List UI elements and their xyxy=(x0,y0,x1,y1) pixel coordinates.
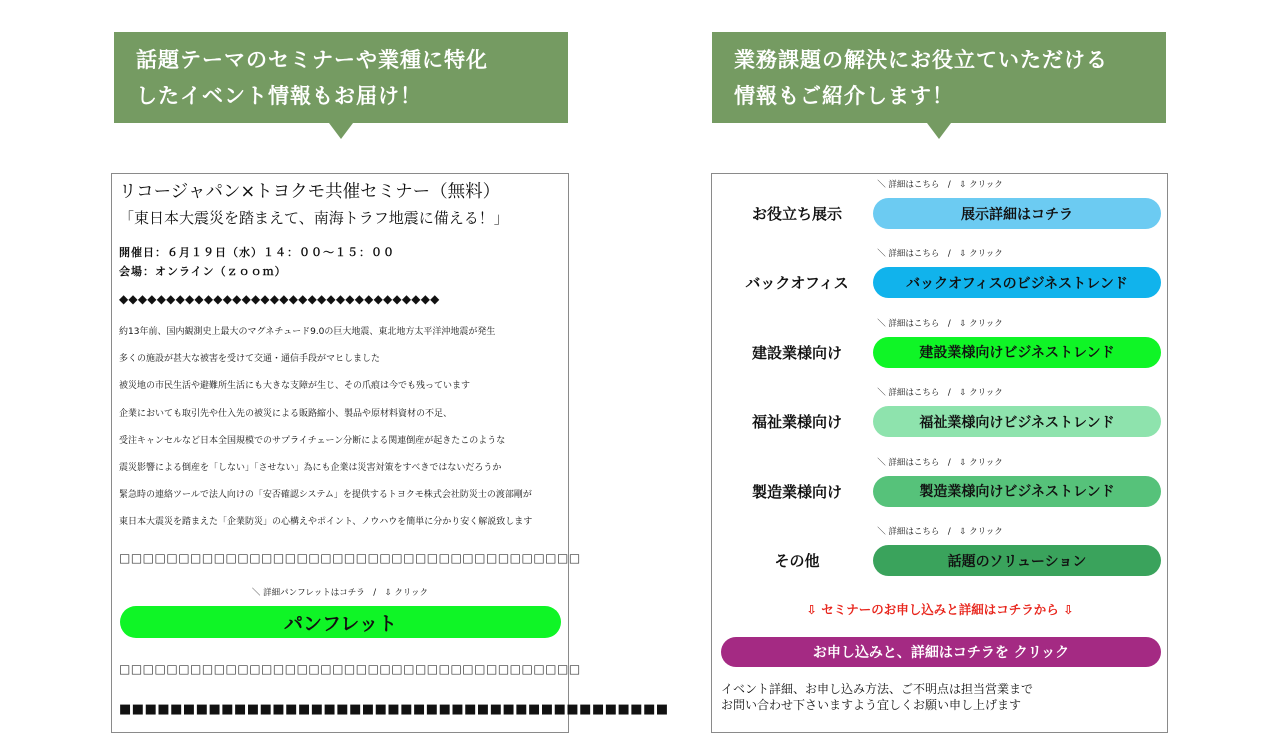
row-hint: ＼ 詳細はこちら / ⇩ クリック xyxy=(877,318,1003,329)
seminar-subtitle: 「東日本大震災を踏まえて、南海トラフ地震に備える！」 xyxy=(119,209,509,227)
seminar-title: リコージャパン×トヨクモ共催セミナー（無料） xyxy=(119,182,501,202)
description-line: 被災地の市民生活や避難所生活にも大きな支障が生じ、その爪痕は今でも残っています xyxy=(119,381,471,392)
callout-line-2: 情報もご紹介します！ xyxy=(734,84,954,108)
block-divider: ■■■■■■■■■■■■■■■■■■■■■■■■■■■■■■■■■■■■■■■■■■■ xyxy=(119,702,669,717)
seminar-apply-note: ⇩ セミナーのお申し込みと詳細はコチラから ⇩ xyxy=(806,602,1074,617)
seminar-panel xyxy=(111,173,669,733)
callout-line-2: したイベント情報もお届け！ xyxy=(136,84,422,108)
row-button[interactable]: 福祉業様向けビジネストレンド xyxy=(873,406,1161,437)
diamond-divider: ◆◆◆◆◆◆◆◆◆◆◆◆◆◆◆◆◆◆◆◆◆◆◆◆◆◆◆◆◆◆◆◆◆◆ xyxy=(119,292,440,306)
row-label: 製造業様向け xyxy=(751,482,842,501)
row-button[interactable]: 建設業様向けビジネストレンド xyxy=(873,337,1161,368)
row-label: バックオフィス xyxy=(745,274,849,293)
row-button[interactable]: バックオフィスのビジネストレンド xyxy=(873,267,1161,298)
contact-note xyxy=(721,681,1033,713)
row-hint: ＼ 詳細はこちら / ⇩ クリック xyxy=(877,527,1003,537)
description-line: 緊急時の連絡ツールで法人向けの「安否確認システム」を提供するトヨクモ株式会社防災士の渡部剛が xyxy=(119,490,532,501)
row-label: その他 xyxy=(774,552,820,570)
contact-note-line: イベント詳細、お申し込み方法、ご不明点は担当営業まで xyxy=(721,682,1034,696)
apply-button[interactable]: お申し込みと、詳細はコチラを クリック xyxy=(721,637,1161,667)
row-hint: ＼ 詳細はこちら / ⇩ クリック xyxy=(877,249,1003,260)
row-hint: ＼ 詳細はこちら / ⇩ クリック xyxy=(877,388,1003,399)
row-hint: ＼ 詳細はこちら / ⇩ クリック xyxy=(877,180,1003,190)
seminar-date: 開催日：６月１９日（水）１４：００〜１５：００ xyxy=(119,246,395,259)
square-divider: □□□□□□□□□□□□□□□□□□□□□□□□□□□□□□□□□□□□□□□ xyxy=(119,551,581,565)
pamphlet-hint: ＼ 詳細パンフレットはコチラ / ⇩ クリック xyxy=(251,588,429,598)
description-line: 東日本大震災を踏まえた「企業防災」の心構えやポイント、ノウハウを簡単に分かり安く解説致します xyxy=(119,517,533,528)
row-label: 福祉業様向け xyxy=(751,413,842,432)
contact-note-line: お問い合わせ下さいますよう宜しくお願い申し上げます xyxy=(721,698,1022,712)
seminar-description xyxy=(119,326,559,544)
solution-menu-panel xyxy=(711,173,1168,733)
row-hint: ＼ 詳細はこちら / ⇩ クリック xyxy=(877,457,1003,468)
description-line: 多くの施設が甚大な被害を受けて交通・通信手段がマヒしました xyxy=(119,354,381,365)
row-label: 建設業様向け xyxy=(751,343,842,362)
callout-pointer xyxy=(329,123,353,139)
row-button[interactable]: 展示詳細はコチラ xyxy=(873,198,1161,229)
callout-solution-info xyxy=(712,32,1166,123)
callout-line-1: 業務課題の解決にお役立ていただける xyxy=(734,48,1108,72)
description-line: 受注キャンセルなど日本全国規模でのサプライチェーン分断による関連倒産が起きたこのような xyxy=(119,435,506,446)
description-line: 約13年前、国内観測史上最大のマグネチュード9.0の巨大地震、東北地方太平洋沖地震が発生 xyxy=(119,327,496,337)
callout-event-info xyxy=(114,32,568,123)
row-button[interactable]: 製造業様向けビジネストレンド xyxy=(873,476,1161,507)
pamphlet-button[interactable]: パンフレット xyxy=(120,606,561,638)
callout-pointer xyxy=(927,123,951,139)
description-line: 企業においても取引先や仕入先の被災による販路縮小、製品や原材料資材の不足、 xyxy=(119,408,453,419)
callout-line-1: 話題テーマのセミナーや業種に特化 xyxy=(136,48,488,72)
description-line: 震災影響による倒産を「しない」「させない」為にも企業は災害対策をすべきではないだろうか xyxy=(119,462,502,473)
row-label: お役立ち展示 xyxy=(751,205,842,223)
row-button[interactable]: 話題のソリューション xyxy=(873,545,1161,576)
square-divider: □□□□□□□□□□□□□□□□□□□□□□□□□□□□□□□□□□□□□□□ xyxy=(119,662,581,676)
seminar-venue: 会場：オンライン（ｚｏｏｍ） xyxy=(119,265,287,278)
